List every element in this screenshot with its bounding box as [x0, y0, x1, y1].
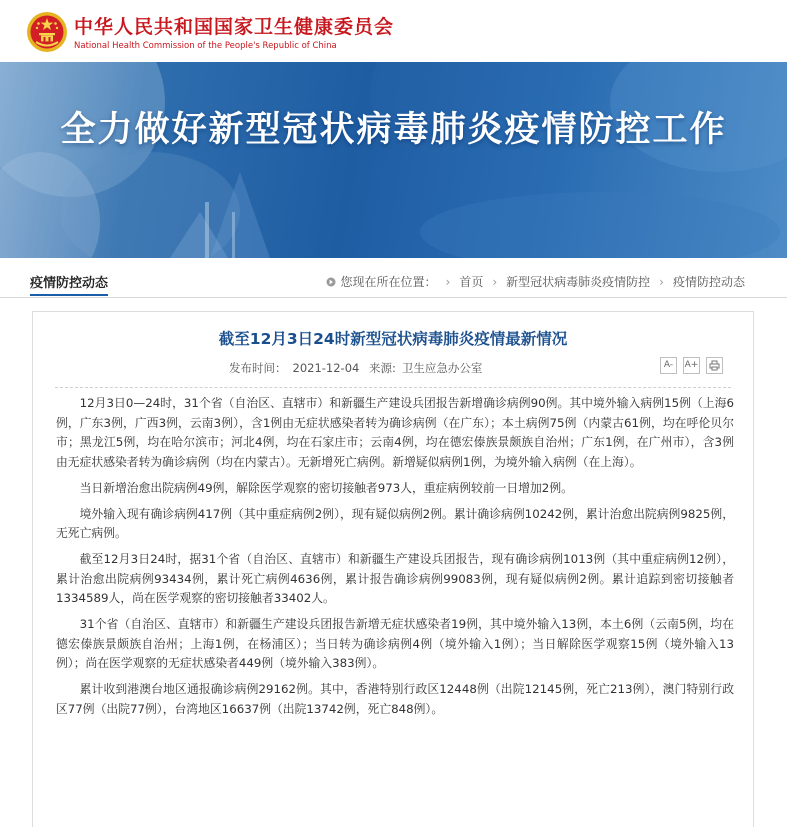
breadcrumb-home-link[interactable]: 首页 [459, 275, 484, 289]
article-body [56, 394, 734, 726]
topic-banner [0, 62, 787, 258]
source-name: 卫生应急办公室 [401, 361, 483, 375]
site-name-chinese[interactable]: 中华人民共和国国家卫生健康委员会 [74, 16, 395, 38]
site-header [0, 0, 787, 62]
publish-label: 发布时间： [229, 361, 287, 375]
breadcrumb-topic-link[interactable]: 新型冠状病毒肺炎疫情防控 [506, 275, 651, 289]
breadcrumb-bar [0, 258, 787, 298]
breadcrumb-separator: › [659, 274, 664, 289]
breadcrumb-prefix: 您现在所在位置： [340, 275, 437, 289]
breadcrumb-separator: › [492, 274, 498, 289]
font-decrease-button[interactable]: A- [660, 357, 677, 374]
section-label: 疫情防控动态 [30, 272, 108, 296]
article-tools [654, 357, 723, 374]
location-icon [326, 277, 336, 287]
print-button[interactable] [706, 357, 723, 374]
national-emblem-icon[interactable] [26, 11, 68, 53]
breadcrumb-separator: › [445, 274, 451, 289]
banner-title: 全力做好新型冠状病毒肺炎疫情防控工作 [60, 110, 727, 150]
source-label: 来源: [369, 361, 396, 375]
article-card [32, 311, 754, 827]
publish-date: 2021-12-04 [292, 361, 360, 375]
font-increase-button[interactable]: A+ [683, 357, 700, 374]
article-title: 截至12月3日24时新型冠状病毒肺炎疫情最新情况 [218, 330, 568, 348]
article-paragraph: 31个省（自治区、直辖市）和新疆生产建设兵团报告新增无症状感染者19例，其中境外输入13例，本土6例（云南5例，均在德宏傣族景颇族自治州；上海1例，在杨浦区）；当日转为确诊病例4例（境外输入1例）；当日解除医学观察15例（境外输入13例）；尚在医学观察的无症状感染者449例（境外输入383例）。 [56, 617, 734, 670]
print-icon [709, 360, 720, 371]
article-paragraph: 累计收到港澳台地区通报确诊病例29162例。其中，香港特别行政区12448例（出院12145例，死亡213例），澳门特别行政区77例（出院77例），台湾地区16637例（出院13742例，死亡848例）。 [56, 682, 734, 716]
article-paragraph: 境外输入现有确诊病例417例（其中重症病例2例），现有疑似病例2例。累计确诊病例10242例，累计治愈出院病例9825例，无死亡病例。 [56, 506, 734, 540]
banner-background-art [0, 62, 787, 258]
breadcrumb [326, 273, 746, 290]
article-meta [229, 360, 488, 376]
article-paragraph: 12月3日0—24时，31个省（自治区、直辖市）和新疆生产建设兵团报告新增确诊病例90例。其中境外输入病例15例（上海6例，广东3例，广西3例，云南3例），含1例由无症状感染者转为确诊病例（在广东）；本土病例75例（内蒙古61例，均在呼伦贝尔市；黑龙江5例，均在哈尔滨市；河北4例，均在石家庄市；云南4例，均在德宏傣族景颇族自治州；广东1例，在广州市），含3例由无症状感染者转为确诊病例（均在内蒙古）。无新增死亡病例。新增疑似病例1例，为境外输入病例（在上海）。 [56, 396, 734, 469]
title-divider [55, 387, 731, 388]
site-name-english[interactable]: National Health Commission of the People's Republic of China [74, 41, 337, 51]
article-paragraph: 当日新增治愈出院病例49例，解除医学观察的密切接触者973人，重症病例较前一日增加2例。 [79, 480, 573, 495]
breadcrumb-current[interactable]: 疫情防控动态 [672, 275, 745, 289]
article-paragraph: 截至12月3日24时，据31个省（自治区、直辖市）和新疆生产建设兵团报告，现有确诊病例1013例（其中重症病例12例），累计治愈出院病例93434例，累计死亡病例4636例，累计报告确诊病例99083例，现有疑似病例2例。累计追踪到密切接触者1334589人，尚在医学观察的密切接触者33402人。 [56, 552, 734, 605]
